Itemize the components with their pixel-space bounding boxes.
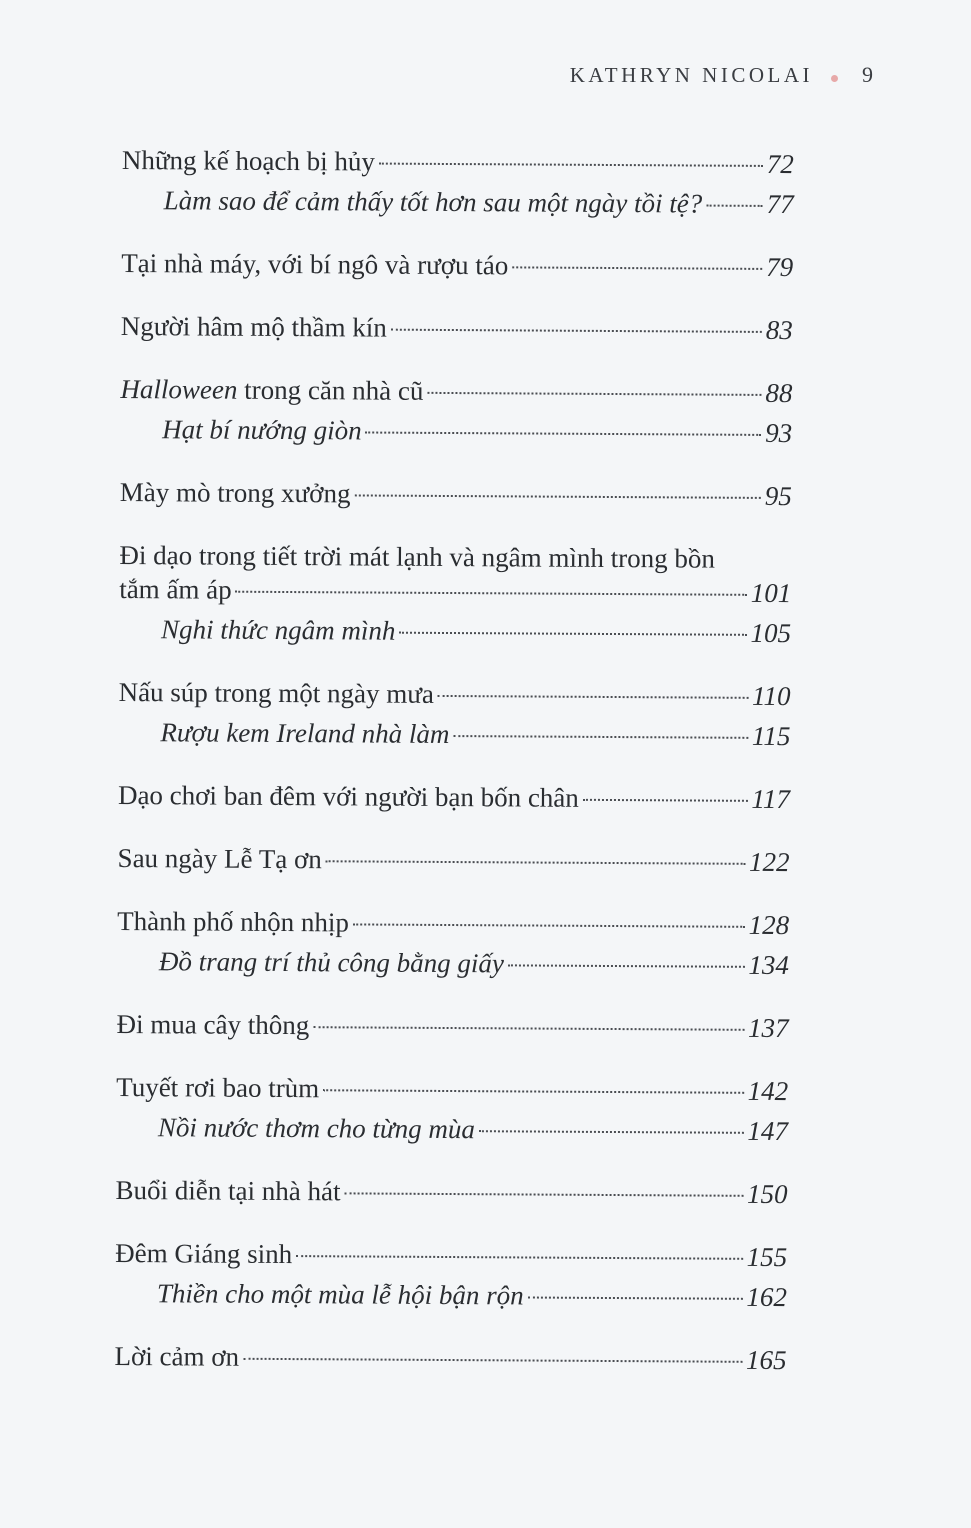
toc-subentry-page: 77 <box>766 188 794 220</box>
toc-entry-page: 117 <box>751 783 791 815</box>
toc-subentry <box>116 1107 788 1151</box>
toc-subentry-title: Nghi thức ngâm mình <box>160 614 396 646</box>
toc-subentry-page: 147 <box>747 1115 789 1147</box>
toc-entry-title: Những kế hoạch bị hủy <box>121 144 376 177</box>
dot-leader <box>391 329 762 333</box>
toc-entry-title: Lời cảm ơn <box>114 1340 240 1372</box>
dot-leader <box>353 923 745 927</box>
toc-entry-title-rest: trong căn nhà cũ <box>237 374 424 406</box>
toc-subentry-page: 105 <box>750 617 792 649</box>
toc-entry-title: Thành phố nhộn nhịp <box>117 905 350 938</box>
running-head <box>570 62 873 88</box>
toc-entry-page: 79 <box>766 251 794 283</box>
dot-leader <box>583 799 748 802</box>
toc-entry <box>122 140 794 184</box>
dot-leader <box>313 1026 744 1031</box>
toc-entry-title: Nấu súp trong một ngày mưa <box>118 676 435 709</box>
toc-entry-page: 101 <box>750 577 792 609</box>
toc-entry-page: 122 <box>749 846 790 878</box>
dot-leader <box>379 163 763 167</box>
page-number: 9 <box>862 62 873 87</box>
toc-subentry <box>120 409 792 453</box>
toc-entry-page: 155 <box>746 1241 788 1273</box>
toc-entry-title: Sau ngày Lễ Tạ ơn <box>117 842 322 875</box>
toc-entry-page: 165 <box>745 1344 787 1376</box>
toc-entry-page: 88 <box>765 377 793 409</box>
toc-subentry-title: Rượu kem Ireland nhà làm <box>160 717 450 750</box>
toc-subentry-page: 115 <box>751 720 791 752</box>
toc-subentry-title: Đồ trang trí thủ công bằng giấy <box>158 946 505 979</box>
toc-subentry <box>122 180 794 224</box>
toc-entry-title: Mày mò trong xưởng <box>119 476 351 509</box>
toc-subentry-title: Hạt bí nướng giòn <box>162 414 362 446</box>
toc-entry-title: Người hâm mộ thầm kín <box>120 310 387 343</box>
toc-subentry-title: Làm sao để cảm thấy tốt hơn sau một ngày tồi tệ? <box>163 185 703 219</box>
toc-subentry <box>115 1273 787 1317</box>
toc-entry-title-line2: tắm ấm áp <box>119 573 232 605</box>
toc-entry-title-line1: Đi dạo trong tiết trời mát lạnh và ngâm mình trong bồn <box>119 539 715 574</box>
dot-leader <box>296 1255 743 1260</box>
toc-entry <box>114 1336 786 1380</box>
dot-leader <box>345 1192 744 1196</box>
toc-entry-title: Tuyết rơi bao trùm <box>116 1071 320 1104</box>
dot-leader <box>399 632 746 636</box>
dot-leader <box>438 695 748 699</box>
toc-subentry-page: 162 <box>746 1281 788 1313</box>
toc-subentry <box>119 609 791 653</box>
toc-entry-page: 150 <box>746 1178 788 1210</box>
toc-entry <box>119 672 791 716</box>
dot-leader <box>354 494 760 498</box>
dot-leader <box>243 1358 742 1363</box>
dot-leader <box>453 735 747 739</box>
toc-entry <box>121 243 793 287</box>
dot-leader <box>706 205 762 207</box>
dot-leader <box>427 392 761 396</box>
dot-leader <box>326 860 745 865</box>
bullet-dot-icon <box>831 75 838 82</box>
toc-entry-page: 72 <box>766 148 794 180</box>
table-of-contents <box>114 140 794 1380</box>
toc-subentry <box>118 712 790 756</box>
dot-leader <box>479 1130 744 1134</box>
dot-leader <box>512 266 762 270</box>
toc-entry-page: 142 <box>747 1075 789 1107</box>
toc-entry <box>121 306 793 350</box>
toc-entry <box>115 1233 787 1277</box>
toc-entry <box>116 1067 788 1111</box>
toc-entry-title: Dạo chơi ban đêm với người bạn bốn chân <box>117 779 579 813</box>
dot-leader <box>508 964 745 967</box>
dot-leader <box>323 1089 743 1094</box>
author-name: KATHRYN NICOLAI <box>569 62 813 87</box>
toc-subentry-page: 134 <box>748 949 790 981</box>
toc-entry <box>118 775 790 819</box>
toc-entry <box>116 1004 788 1048</box>
toc-entry <box>117 901 789 945</box>
toc-subentry-title: Thiền cho một mùa lễ hội bận rộn <box>156 1278 524 1311</box>
toc-subentry <box>117 941 789 985</box>
toc-entry <box>115 1170 787 1214</box>
toc-entry-title: Đi mua cây thông <box>116 1008 310 1041</box>
toc-entry-page: 110 <box>752 680 791 712</box>
toc-entry-title <box>120 369 423 411</box>
toc-entry-title: Buổi diễn tại nhà hát <box>115 1174 341 1207</box>
dot-leader <box>236 591 747 596</box>
toc-entry-page: 83 <box>765 314 793 346</box>
dot-leader <box>528 1296 743 1299</box>
toc-entry <box>117 838 789 882</box>
toc-entry-page: 137 <box>747 1012 789 1044</box>
toc-entry <box>120 472 792 516</box>
toc-entry <box>120 369 792 413</box>
toc-subentry-title: Nồi nước thơm cho từng mùa <box>157 1112 476 1145</box>
toc-entry-title: Đêm Giáng sinh <box>115 1237 293 1270</box>
toc-entry-title-italic: Halloween <box>120 373 238 405</box>
toc-entry-page: 128 <box>748 909 790 941</box>
dot-leader <box>366 431 762 435</box>
toc-subentry-page: 93 <box>765 417 793 449</box>
toc-entry-title: Tại nhà máy, với bí ngô và rượu táo <box>121 247 509 281</box>
toc-entry-page: 95 <box>764 480 792 512</box>
